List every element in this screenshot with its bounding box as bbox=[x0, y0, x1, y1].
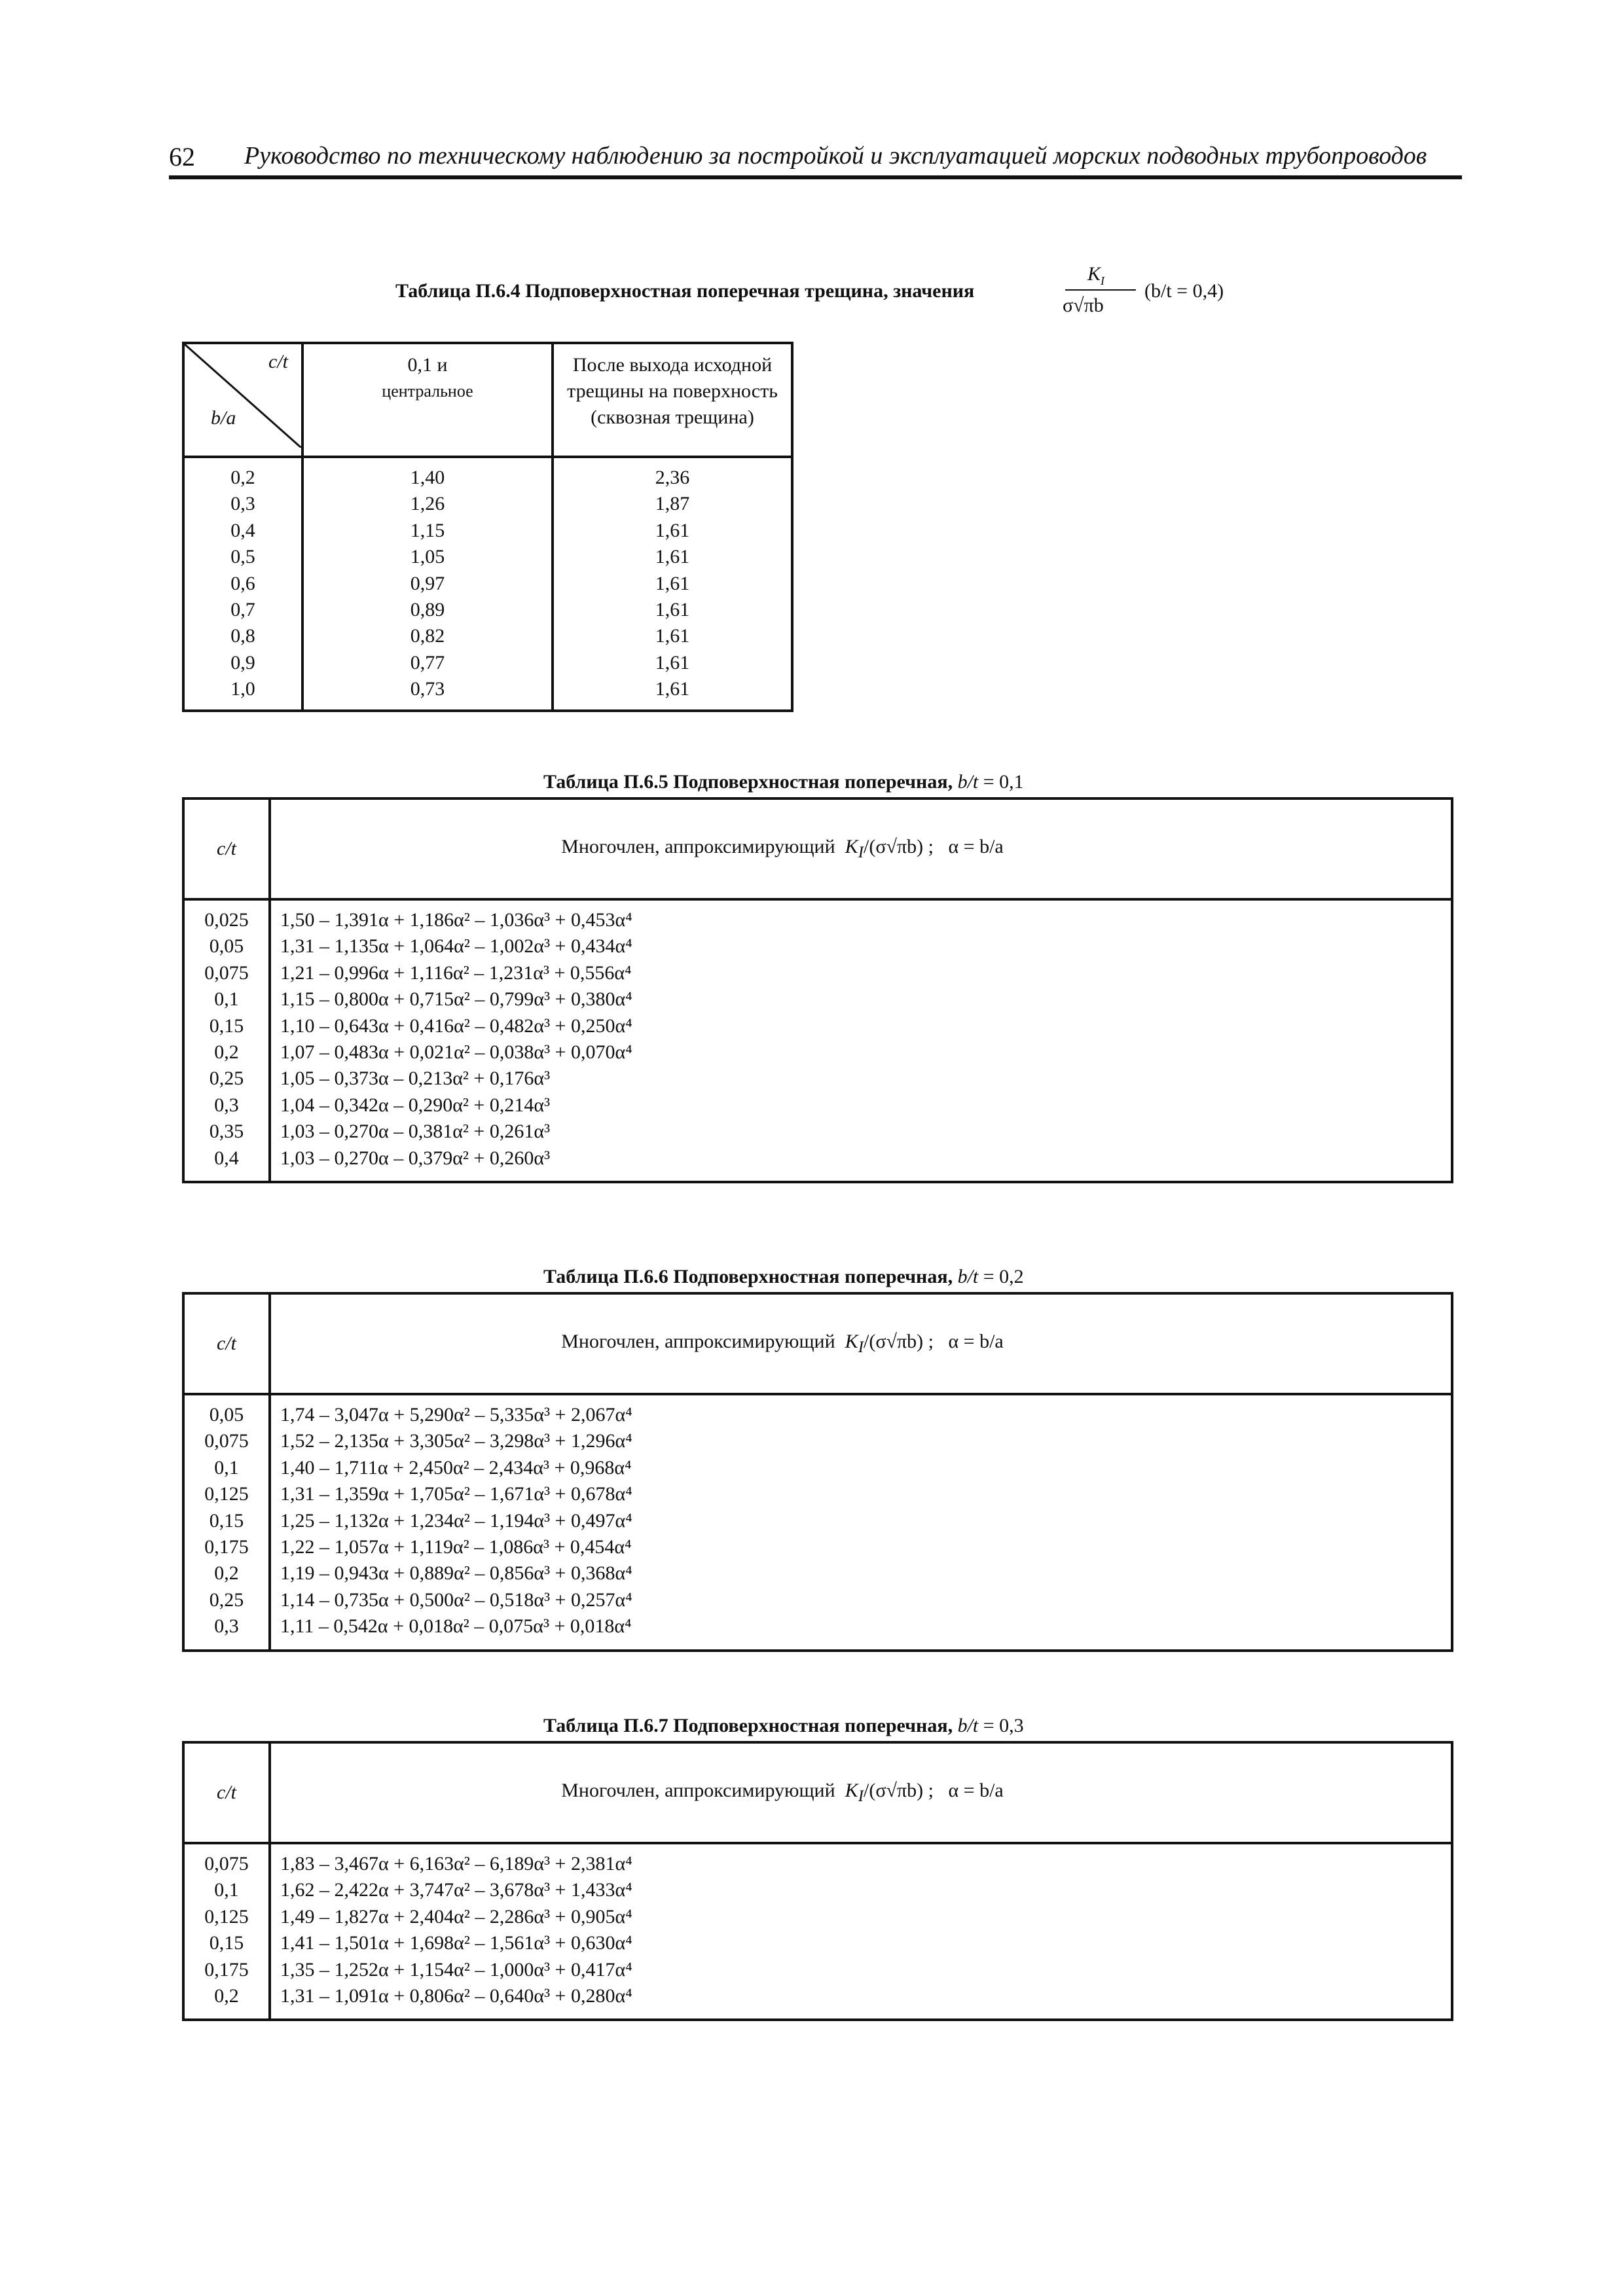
ba-value: 1,0 bbox=[230, 678, 255, 700]
ba-value: 0,9 bbox=[230, 651, 255, 673]
polynomial: 1,50 – 1,391α + 1,186α² – 1,036α³ + 0,453α⁴ bbox=[280, 909, 632, 931]
polynomial: 1,31 – 1,135α + 1,064α² – 1,002α³ + 0,434α⁴ bbox=[280, 935, 632, 958]
ct-value: 0,175 bbox=[204, 1536, 249, 1558]
table7 bbox=[182, 1741, 1453, 2021]
polynomial: 1,62 – 2,422α + 3,747α² – 3,678α³ + 1,433α⁴ bbox=[280, 1879, 632, 1901]
poly-head-K: K bbox=[845, 1331, 858, 1352]
ct-value: 0,2 bbox=[214, 1562, 239, 1585]
polynomial: 1,41 – 1,501α + 1,698α² – 1,561α³ + 0,630α⁴ bbox=[280, 1932, 632, 1954]
col2-value: 0,82 bbox=[410, 625, 445, 647]
table4 bbox=[182, 342, 793, 712]
col2-value: 0,77 bbox=[410, 651, 445, 673]
poly-head-Ksub: I bbox=[858, 1338, 864, 1356]
table7-caption-text: Таблица П.6.7 Подповерхностная поперечная, bbox=[543, 1715, 953, 1736]
ct-value: 0,2 bbox=[214, 1985, 239, 2007]
table4-fraction bbox=[1057, 263, 1135, 329]
table6-ct-column bbox=[183, 1394, 270, 1651]
ct-value: 0,3 bbox=[214, 1615, 239, 1638]
poly-head-alpha: α = b/a bbox=[948, 836, 1004, 857]
poly-head-text: Многочлен, аппроксимирующий bbox=[561, 1780, 835, 1801]
table6-caption-value: = 0,2 bbox=[983, 1266, 1024, 1287]
ct-value: 0,125 bbox=[204, 1905, 249, 1928]
table5 bbox=[182, 797, 1453, 1183]
table6-poly-header bbox=[270, 1293, 1452, 1394]
col2-value: 1,26 bbox=[410, 493, 445, 515]
ct-value: 0,15 bbox=[209, 1509, 244, 1532]
ct-value: 0,35 bbox=[209, 1121, 244, 1143]
polynomial: 1,35 – 1,252α + 1,154α² – 1,000α³ + 0,417α⁴ bbox=[280, 1958, 632, 1981]
header-ct: c/t bbox=[268, 351, 288, 372]
ct-value: 0,075 bbox=[204, 1853, 249, 1874]
polynomial: 1,40 – 1,711α + 2,450α² – 2,434α³ + 0,968α⁴ bbox=[280, 1456, 632, 1479]
table4-col2-header bbox=[302, 343, 553, 457]
col3-value: 1,61 bbox=[655, 625, 690, 647]
table5-poly-header bbox=[270, 798, 1452, 899]
ct-value: 0,05 bbox=[209, 1404, 244, 1426]
polynomial: 1,15 – 0,800α + 0,715α² – 0,799α³ + 0,380α⁴ bbox=[280, 988, 632, 1011]
ct-value: 0,025 bbox=[204, 909, 249, 931]
ba-value: 0,7 bbox=[230, 599, 255, 621]
table5-caption-param: b/t bbox=[957, 771, 979, 793]
poly-head-K: K bbox=[845, 1780, 858, 1801]
col2-value: 1,05 bbox=[410, 546, 445, 568]
table4-param: (b/t = 0,4) bbox=[1144, 280, 1224, 302]
ct-value: 0,075 bbox=[204, 1430, 249, 1452]
ct-value: 0,175 bbox=[204, 1958, 249, 1981]
polynomial: 1,04 – 0,342α – 0,290α² + 0,214α³ bbox=[280, 1094, 551, 1116]
ba-value: 0,8 bbox=[230, 625, 255, 647]
table5-ct-column bbox=[183, 899, 270, 1182]
page-number: 62 bbox=[169, 142, 195, 171]
col2-head-line1: 0,1 и bbox=[407, 354, 448, 376]
poly-head-alpha: α = b/a bbox=[948, 1780, 1004, 1801]
table6-caption bbox=[543, 1266, 1024, 1288]
poly-head-alpha: α = b/a bbox=[948, 1331, 1004, 1352]
table7-caption bbox=[543, 1715, 1024, 1737]
ct-value: 0,05 bbox=[209, 935, 244, 958]
ct-value: 0,075 bbox=[204, 961, 249, 984]
col2-value: 0,89 bbox=[410, 599, 445, 621]
poly-head-K: K bbox=[845, 836, 858, 857]
ct-value: 0,3 bbox=[214, 1094, 239, 1116]
header-rule bbox=[169, 175, 1462, 179]
table7-ct-column bbox=[183, 1843, 270, 2020]
table4-col3-header: После выхода исходной трещины на поверхность (сквозная трещина) bbox=[553, 343, 792, 457]
col2-value: 1,40 bbox=[410, 467, 445, 488]
poly-head-text: Многочлен, аппроксимирующий bbox=[561, 836, 835, 857]
polynomial: 1,11 – 0,542α + 0,018α² – 0,075α³ + 0,018α⁴ bbox=[280, 1615, 632, 1638]
col3-value: 1,61 bbox=[655, 546, 690, 568]
table7-poly-column bbox=[270, 1843, 1452, 2020]
col3-value: 1,87 bbox=[655, 493, 690, 515]
polynomial: 1,52 – 2,135α + 3,305α² – 3,298α³ + 1,296α⁴ bbox=[280, 1430, 632, 1452]
running-title: Руководство по техническому наблюдению за постройкой и эксплуатацией морских подводных трубопроводов bbox=[244, 142, 1427, 170]
col2-value: 0,73 bbox=[410, 678, 445, 700]
poly-head-frac: /(σ√πb) ; bbox=[864, 1780, 934, 1801]
polynomial: 1,22 – 1,057α + 1,119α² – 1,086α³ + 0,454α⁴ bbox=[280, 1536, 632, 1558]
ct-value: 0,1 bbox=[214, 1456, 239, 1479]
frac-numerator-sub: I bbox=[1101, 274, 1105, 287]
col2-value: 1,15 bbox=[410, 519, 445, 541]
table4-ba-column bbox=[183, 457, 302, 711]
ba-value: 0,6 bbox=[230, 572, 255, 594]
table4-col2-values bbox=[302, 457, 553, 711]
polynomial: 1,05 – 0,373α – 0,213α² + 0,176α³ bbox=[280, 1067, 551, 1090]
table5-ct-header: c/t bbox=[183, 798, 270, 899]
col3-value: 1,61 bbox=[655, 519, 690, 541]
polynomial: 1,19 – 0,943α + 0,889α² – 0,856α³ + 0,368α⁴ bbox=[280, 1562, 632, 1585]
ct-value: 0,25 bbox=[209, 1588, 244, 1611]
table5-caption-value: = 0,1 bbox=[983, 771, 1024, 793]
polynomial: 1,49 – 1,827α + 2,404α² – 2,286α³ + 0,905α⁴ bbox=[280, 1905, 632, 1928]
ct-value: 0,15 bbox=[209, 1932, 244, 1954]
col3-value: 1,61 bbox=[655, 651, 690, 673]
table5-caption bbox=[543, 771, 1024, 793]
fraction-bar bbox=[1065, 289, 1136, 291]
polynomial: 1,83 – 3,467α + 6,163α² – 6,189α³ + 2,381α⁴ bbox=[280, 1853, 632, 1874]
col2-value: 0,97 bbox=[410, 572, 445, 594]
table7-caption-value: = 0,3 bbox=[983, 1715, 1024, 1736]
table4-col3-values bbox=[553, 457, 792, 711]
table5-poly-column bbox=[270, 899, 1452, 1182]
table6-caption-param: b/t bbox=[957, 1266, 979, 1287]
ba-value: 0,2 bbox=[230, 467, 255, 488]
col3-value: 1,61 bbox=[655, 678, 690, 700]
table7-ct-header: c/t bbox=[183, 1742, 270, 1843]
polynomial: 1,31 – 1,359α + 1,705α² – 1,671α³ + 0,678α⁴ bbox=[280, 1483, 632, 1505]
polynomial: 1,21 – 0,996α + 1,116α² – 1,231α³ + 0,556α⁴ bbox=[280, 961, 632, 984]
ct-value: 0,15 bbox=[209, 1014, 244, 1037]
ba-value: 0,5 bbox=[230, 546, 255, 568]
polynomial: 1,31 – 1,091α + 0,806α² – 0,640α³ + 0,280α⁴ bbox=[280, 1985, 632, 2007]
poly-head-frac: /(σ√πb) ; bbox=[864, 1331, 934, 1352]
table7-poly-header bbox=[270, 1742, 1452, 1843]
col3-value: 1,61 bbox=[655, 572, 690, 594]
ct-value: 0,1 bbox=[214, 1879, 239, 1901]
table6-caption-text: Таблица П.6.6 Подповерхностная поперечная, bbox=[543, 1266, 953, 1287]
table7-caption-param: b/t bbox=[957, 1715, 979, 1736]
poly-head-Ksub: I bbox=[858, 844, 864, 861]
col3-value: 1,61 bbox=[655, 599, 690, 621]
poly-head-Ksub: I bbox=[858, 1787, 864, 1805]
table5-caption-text: Таблица П.6.5 Подповерхностная поперечная, bbox=[543, 771, 953, 793]
polynomial: 1,25 – 1,132α + 1,234α² – 1,194α³ + 0,497α⁴ bbox=[280, 1509, 632, 1532]
poly-head-frac: /(σ√πb) ; bbox=[864, 836, 934, 857]
table6-ct-header: c/t bbox=[183, 1293, 270, 1394]
ct-value: 0,25 bbox=[209, 1067, 244, 1090]
poly-head-text: Многочлен, аппроксимирующий bbox=[561, 1331, 835, 1352]
frac-denominator: σ√πb bbox=[1063, 295, 1104, 316]
polynomial: 1,74 – 3,047α + 5,290α² – 5,335α³ + 2,067α⁴ bbox=[280, 1404, 632, 1426]
frac-numerator: K bbox=[1087, 263, 1101, 285]
table6 bbox=[182, 1292, 1453, 1652]
ba-value: 0,3 bbox=[230, 493, 255, 515]
table6-poly-column bbox=[270, 1394, 1452, 1651]
polynomial: 1,03 – 0,270α – 0,381α² + 0,261α³ bbox=[280, 1121, 551, 1143]
ct-value: 0,1 bbox=[214, 988, 239, 1011]
ct-value: 0,125 bbox=[204, 1483, 249, 1505]
ct-value: 0,4 bbox=[214, 1147, 239, 1169]
table4-diag-header bbox=[183, 343, 302, 457]
polynomial: 1,07 – 0,483α + 0,021α² – 0,038α³ + 0,070α⁴ bbox=[280, 1041, 632, 1064]
ba-value: 0,4 bbox=[230, 519, 255, 541]
ct-value: 0,2 bbox=[214, 1041, 239, 1064]
col3-value: 2,36 bbox=[655, 467, 690, 488]
header-ba: b/a bbox=[211, 407, 236, 429]
polynomial: 1,03 – 0,270α – 0,379α² + 0,260α³ bbox=[280, 1147, 551, 1169]
table4-caption: Таблица П.6.4 Подповерхностная поперечная трещина, значения bbox=[395, 280, 975, 302]
col2-head-line2: центральное bbox=[382, 382, 473, 401]
polynomial: 1,10 – 0,643α + 0,416α² – 0,482α³ + 0,250α⁴ bbox=[280, 1014, 632, 1037]
polynomial: 1,14 – 0,735α + 0,500α² – 0,518α³ + 0,257α⁴ bbox=[280, 1588, 632, 1611]
